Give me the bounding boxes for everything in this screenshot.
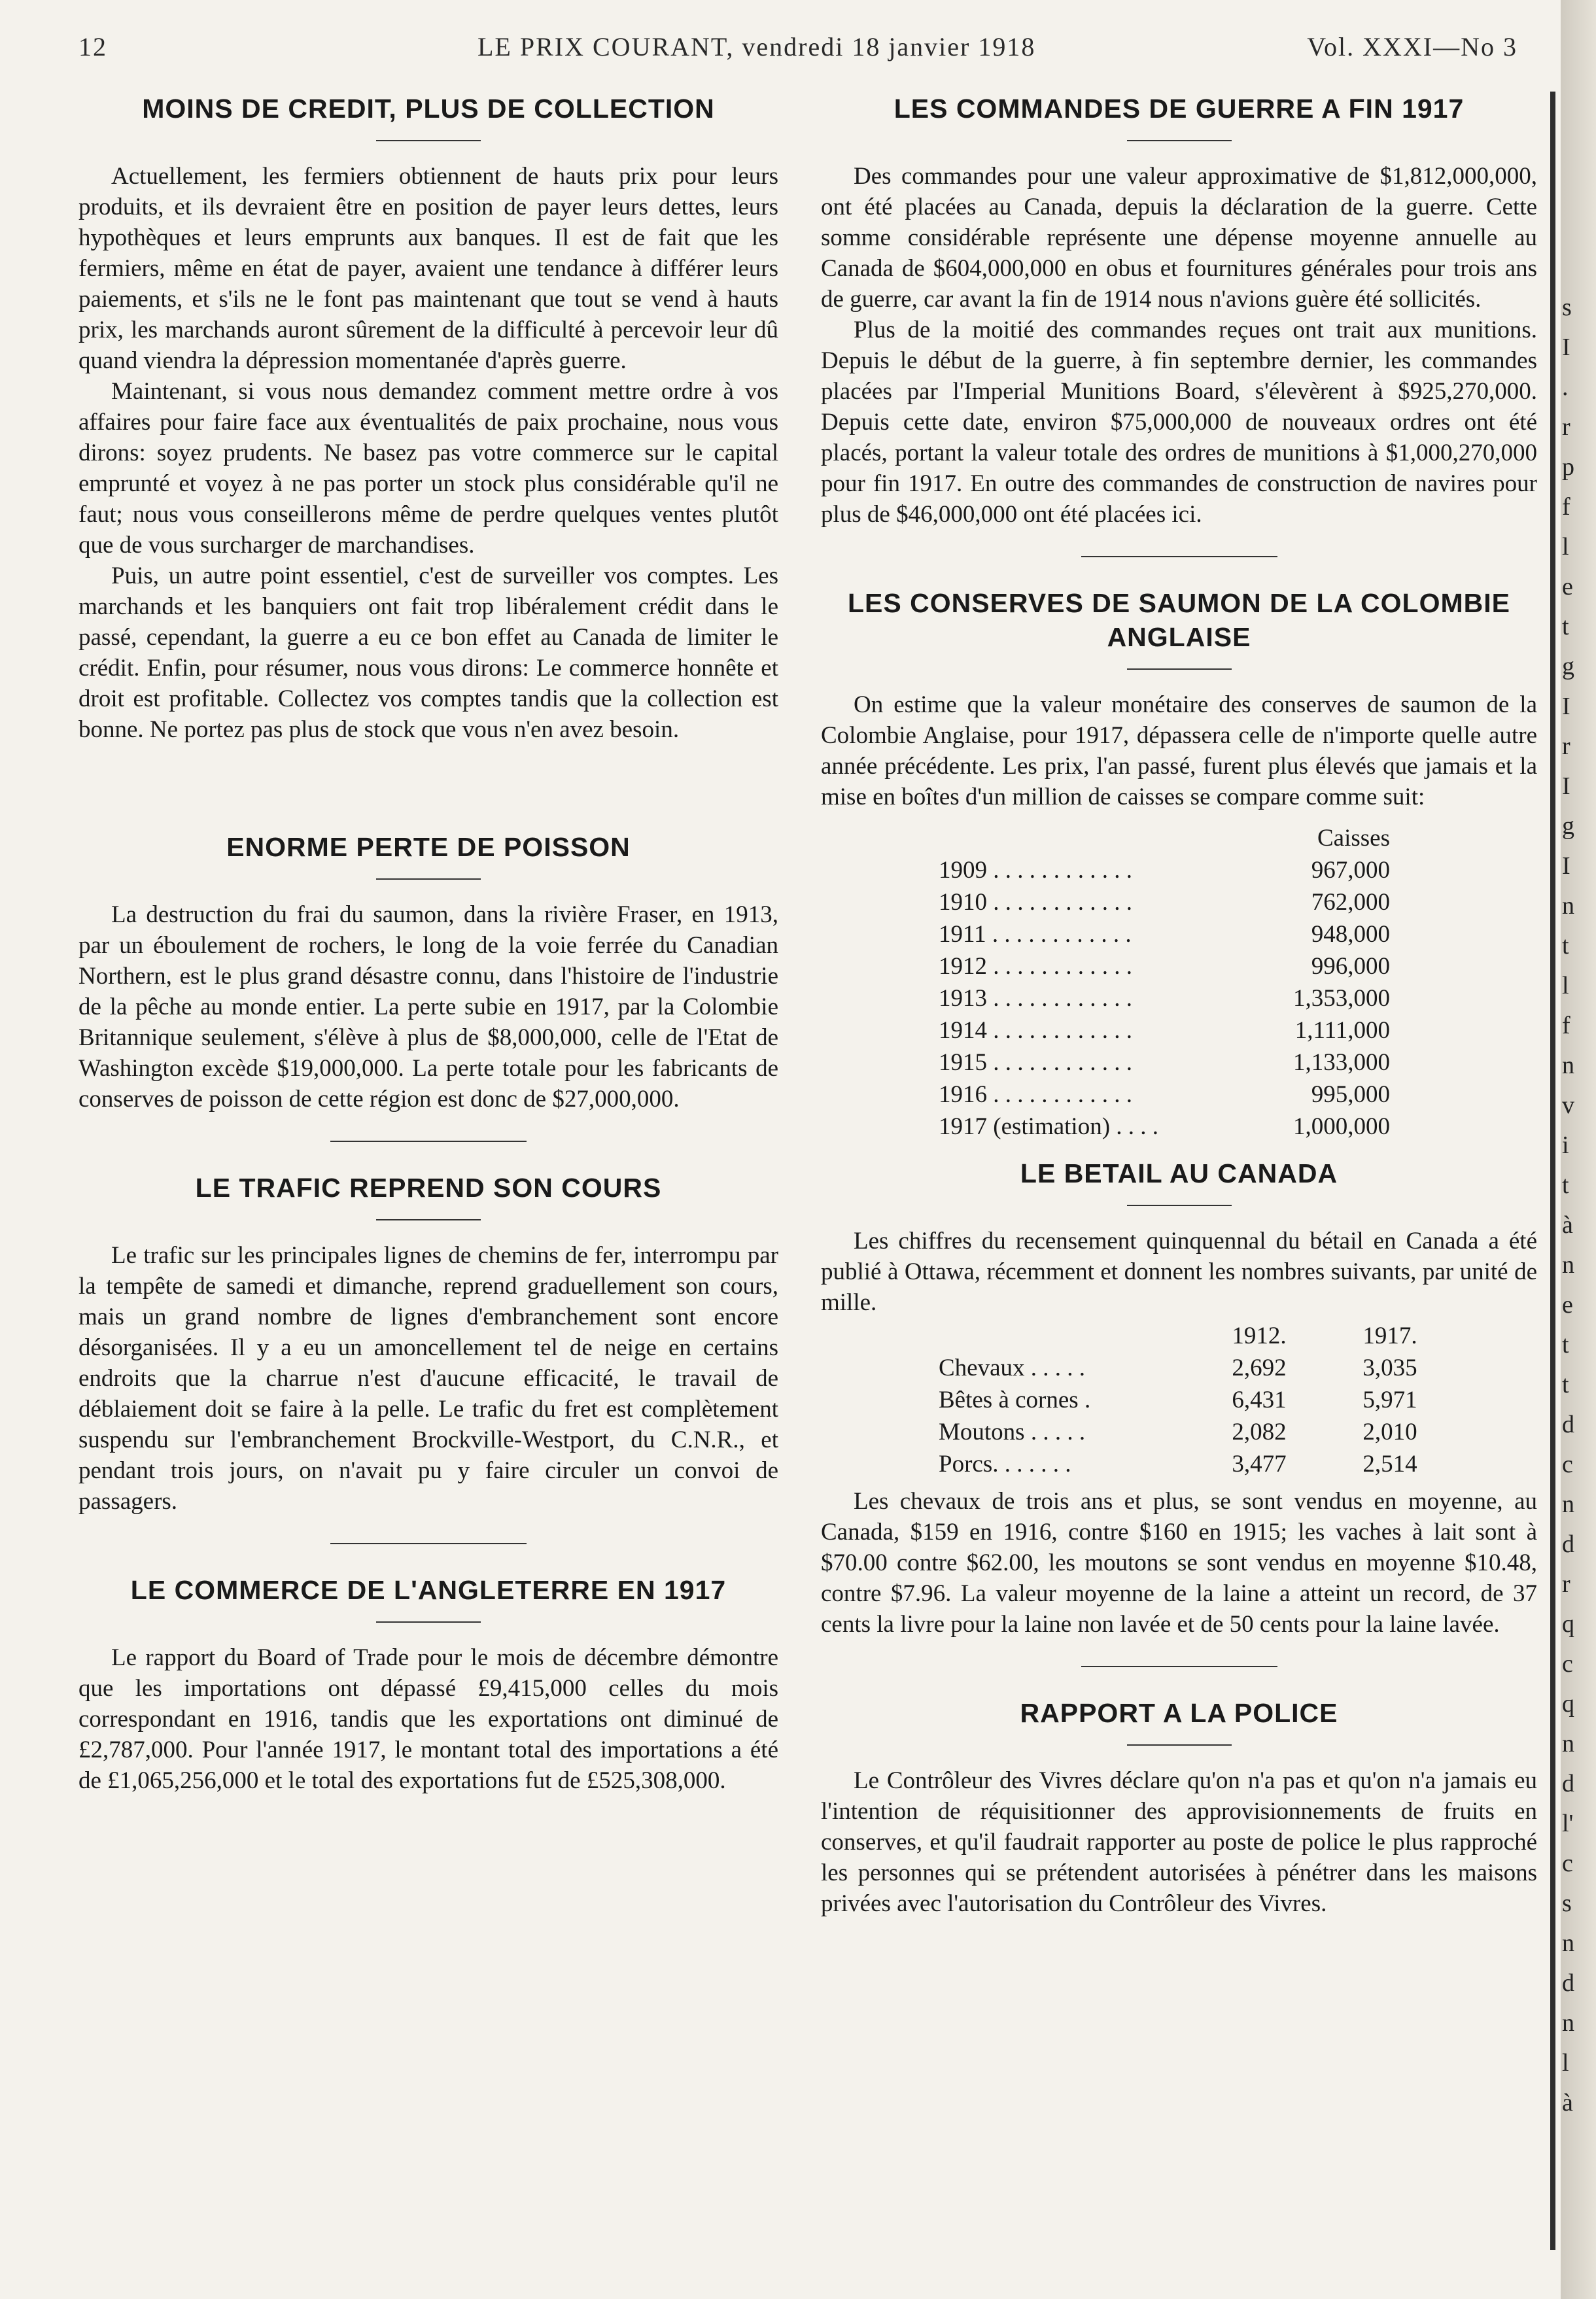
edge-glyph: n (1562, 2009, 1574, 2037)
volume-number: Vol. XXXI—No 3 (1307, 32, 1518, 61)
title-rule (376, 140, 481, 141)
table-row (939, 951, 1390, 983)
title-rule (376, 878, 481, 880)
table-cell: 1913 . . . . . . . . . . . . (939, 985, 1132, 1012)
gutter-shadow (1550, 92, 1555, 2250)
edge-glyph: t (1562, 1331, 1569, 1358)
table-cell: Porcs. . . . . . . (939, 1451, 1071, 1478)
table-cell: 3,035 (1362, 1355, 1417, 1381)
edge-glyph: I (1562, 852, 1570, 880)
table-cell: 995,000 (1311, 1081, 1390, 1108)
paragraph: Plus de la moitié des commandes reçues ont trait aux munitions. Depuis le début de la guerre, à fin septembre dernier, les commandes placées par l'Imperial Munitions Board, s'élevèrent à $925,270,000. Depuis cette date, environ $75,000,000 de nouveaux ordres ont été placés, portant la valeur totale des ordres de munitions à $1,000,270,000 pour fin 1917. En outre des commandes de construction de navires pour plus de $46,000,000 ont été placées ici. (821, 317, 1537, 528)
table-row (939, 855, 1390, 887)
table-cell: 1911 . . . . . . . . . . . . (939, 921, 1132, 948)
article-title: RAPPORT A LA POLICE (1020, 1698, 1338, 1728)
table-cell: 2,082 (1232, 1419, 1287, 1445)
table-row (939, 1417, 1442, 1449)
table-row (939, 919, 1390, 951)
edge-glyph: l (1562, 533, 1569, 561)
table-cell: 1,353,000 (1293, 985, 1390, 1012)
edge-glyph: l' (1562, 1810, 1574, 1837)
edge-glyph: n (1562, 892, 1574, 920)
title-rule (1127, 668, 1232, 670)
article-title: LES CONSERVES DE SAUMON DE LA COLOMBIE ANGLAISE (848, 588, 1510, 652)
table-row (939, 1449, 1442, 1481)
article-title: LE BETAIL AU CANADA (1020, 1158, 1338, 1188)
article-title: LE COMMERCE DE L'ANGLETERRE EN 1917 (130, 1575, 727, 1605)
paragraph: Le rapport du Board of Trade pour le mois de décembre démontre que les importations ont dépassé £9,415,000 celles du mois correspondant en 1916, tandis que les exportations ont diminué de £2,787,000. Pour l'année 1917, le montant total des importations a été de £1,065,256,000 et le total des exportations fut de £525,308,000. (78, 1644, 778, 1794)
table-header: 1912. (1232, 1322, 1287, 1349)
title-rule (376, 1621, 481, 1623)
edge-glyph: n (1562, 1730, 1574, 1757)
edge-glyph: f (1562, 493, 1570, 521)
adjacent-page-letters (1562, 288, 1588, 2123)
edge-glyph: t (1562, 1171, 1569, 1199)
table-cell: 1909 . . . . . . . . . . . . (939, 857, 1132, 884)
edge-glyph: c (1562, 1850, 1573, 1877)
edge-glyph: s (1562, 294, 1572, 321)
article-poisson (78, 830, 778, 1115)
paragraph: Le trafic sur les principales lignes de chemins de fer, interrompu par la tempête de samedi et dimanche, reprend graduellement son cours, mais un grand nombre de lignes d'embranchement sont encore désorganisées. Il y a eu un amoncellement tel de neige en certains endroits que la charrue n'est d'aucune efficacité, le travail de déblaiement doit se faire à la pelle. Le trafic du fret est complètement suspendu sur l'embranchement Brockville-Westport, du C.N.R., et pendant trois jours, on n'avait pu y faire circuler un convoi de passagers. (78, 1242, 778, 1515)
table-cell: 1914 . . . . . . . . . . . . (939, 1017, 1132, 1044)
table-cell: 967,000 (1311, 857, 1390, 884)
paragraph: La destruction du frai du saumon, dans la rivière Fraser, en 1913, par un éboulement de rochers, le long de la voie ferrée du Canadian Northern, est le plus grand désastre connu, dans l'histoire de l'industrie de la pêche au monde entier. La perte subie en 1917, par la Colombie Britannique seulement, s'élève à plus de $8,000,000, celle de l'Etat de Washington excède $19,000,000. La perte totale pour les fabricants de conserves de poisson de cette région est donc de $27,000,000. (78, 901, 778, 1113)
left-column (78, 92, 778, 1796)
edge-glyph: q (1562, 1690, 1574, 1718)
page-header (78, 26, 1518, 65)
article-separator (330, 1543, 527, 1544)
article-betail (821, 1156, 1537, 1640)
paragraph: On estime que la valeur monétaire des conserves de saumon de la Colombie Anglaise, pour 1917, dépassera celle de n'importe quelle autre année précédente. Les prix, l'an passé, furent plus élevés que jamais et la mise en boîtes d'un million de caisses se compare comme suit: (821, 691, 1537, 810)
paragraph: Puis, un autre point essentiel, c'est de surveiller vos comptes. Les marchands et les banquiers ont fait trop libéralement crédit dans le passé, cependant, la guerre a eu ce bon effet au Canada de limiter le crédit. Enfin, pour résumer, nous vous dirons: Le commerce honnête et droit est profitable. Collectez vos comptes tandis que la collection est bonne. Ne portez pas plus de stock que vous n'en avez besoin. (78, 562, 778, 743)
edge-glyph: l (1562, 2049, 1569, 2077)
article-title: LES COMMANDES DE GUERRE A FIN 1917 (893, 94, 1465, 124)
paragraph: Actuellement, les fermiers obtiennent de hauts prix pour leurs produits, et ils devraient être en position de payer leurs dettes, leurs hypothèques et leurs emprunts aux banques. Il est de fait que les fermiers, même en état de payer, avaient une tendance à différer leurs paiements, et s'ils ne le font pas maintenant que tout se vend à hauts prix, les marchands auront sûrement de la difficulté à percevoir leur dû quand viendra la dépression momentanée d'après guerre. (78, 163, 778, 374)
title-rule (1127, 1205, 1232, 1206)
paragraph: Le Contrôleur des Vivres déclare qu'on n'a pas et qu'on n'a jamais eu l'intention de réquisitionner des approvisionnements de fruits en conserves, et qu'il faudrait rapporter au poste de police le plus rapproché les personnes qui se prétendent autorisées à pénétrer dans les maisons privées avec l'autorisation du Contrôleur des Vivres. (821, 1767, 1537, 1917)
masthead: LE PRIX COURANT, vendredi 18 janvier 1918 (477, 32, 1036, 61)
edge-glyph: f (1562, 1012, 1570, 1039)
table-cell: 2,010 (1362, 1419, 1417, 1445)
edge-glyph: r (1562, 413, 1570, 441)
paragraph: Maintenant, si vous nous demandez comment mettre ordre à vos affaires pour faire face aux éventualités de paix prochaine, nous vous dirons: soyez prudents. Ne basez pas votre commerce sur le capital emprunté et voyez à ne pas porter un stock plus considérable qu'il ne faut; nous vous conseillerons même de perdre quelques ventes plutôt que de vous surcharger de marchandises. (78, 378, 778, 559)
edge-glyph: I (1562, 772, 1570, 800)
table-cell: 2,692 (1232, 1355, 1287, 1381)
table-row (939, 1015, 1390, 1047)
salmon-table (939, 823, 1390, 1143)
article-angleterre (78, 1573, 778, 1796)
table-cell: 5,971 (1362, 1387, 1417, 1413)
article-title: MOINS DE CREDIT, PLUS DE COLLECTION (142, 94, 715, 124)
edge-glyph: d (1562, 1770, 1574, 1797)
edge-glyph: r (1562, 733, 1570, 760)
title-rule (1127, 1744, 1232, 1746)
edge-glyph: n (1562, 1251, 1574, 1279)
article-guerre (821, 92, 1537, 530)
table-row (939, 1047, 1390, 1079)
table-header: Caisses (1317, 825, 1390, 852)
table-cell: 762,000 (1311, 889, 1390, 916)
edge-glyph: g (1562, 812, 1574, 840)
article-separator (1081, 1666, 1277, 1667)
edge-glyph: . (1562, 373, 1569, 401)
article-separator (1081, 556, 1277, 557)
edge-glyph: q (1562, 1610, 1574, 1638)
table-row (939, 1353, 1442, 1385)
table-cell: 1,000,000 (1293, 1113, 1390, 1140)
table-cell: 6,431 (1232, 1387, 1287, 1413)
paragraph: Les chiffres du recensement quinquennal du bétail en Canada a été publié à Ottawa, récemment et donnent les nombres suivants, par unité de mille. (821, 1228, 1537, 1316)
edge-glyph: e (1562, 573, 1573, 600)
edge-glyph: I (1562, 693, 1570, 720)
edge-glyph: v (1562, 1092, 1574, 1119)
table-row (939, 1079, 1390, 1111)
table-header: 1917. (1362, 1322, 1417, 1349)
table-row (939, 983, 1390, 1015)
table-cell: 1,133,000 (1293, 1049, 1390, 1076)
edge-glyph: n (1562, 1929, 1574, 1957)
page-number: 12 (78, 32, 107, 61)
table-cell: 1916 . . . . . . . . . . . . (939, 1081, 1132, 1108)
article-trafic (78, 1171, 778, 1517)
edge-glyph: t (1562, 613, 1569, 640)
article-saumon (821, 586, 1537, 1143)
title-rule (1127, 140, 1232, 141)
edge-glyph: à (1562, 1211, 1573, 1239)
table-cell: Chevaux . . . . . (939, 1355, 1086, 1381)
edge-glyph: d (1562, 1969, 1574, 1997)
edge-glyph: g (1562, 653, 1574, 680)
article-title: ENORME PERTE DE POISSON (226, 832, 631, 862)
table-cell: 2,514 (1362, 1451, 1417, 1478)
article-credit (78, 92, 778, 745)
table-cell: 996,000 (1311, 953, 1390, 980)
edge-glyph: p (1562, 453, 1574, 481)
article-separator (330, 1141, 527, 1142)
edge-glyph: à (1562, 2089, 1573, 2117)
title-rule (376, 1219, 481, 1220)
table-cell: 1917 (estimation) . . . . (939, 1113, 1159, 1140)
edge-glyph: c (1562, 1451, 1573, 1478)
table-row (939, 887, 1390, 919)
table-cell: Bêtes à cornes . (939, 1387, 1091, 1413)
edge-glyph: c (1562, 1650, 1573, 1678)
table-cell: 1912 . . . . . . . . . . . . (939, 953, 1132, 980)
edge-glyph: d (1562, 1530, 1574, 1558)
paragraph: Des commandes pour une valeur approximative de $1,812,000,000, ont été placées au Canada, depuis la déclaration de la guerre. Cette somme considérable représente une dépense moyenne annuelle au Canada de $604,000,000 en obus et fournitures générales pour trois ans de guerre, car avant la fin de 1914 nous n'avions guère été sollicités. (821, 163, 1537, 313)
edge-glyph: n (1562, 1052, 1574, 1079)
cattle-table (939, 1321, 1442, 1481)
edge-glyph: l (1562, 972, 1569, 999)
paragraph: Les chevaux de trois ans et plus, se sont vendus en moyenne, au Canada, $159 en 1916, contre $160 en 1915; les vaches à lait sont à $70.00 contre $62.00, les moutons se sont vendus en moyenne $10.48, contre $7.96. La valeur moyenne de la laine a atteint un record, de 37 cents la livre pour la laine non lavée et de 50 cents pour la laine lavée. (821, 1488, 1537, 1638)
right-column (821, 92, 1537, 1919)
edge-glyph: I (1562, 334, 1570, 361)
table-cell: 1915 . . . . . . . . . . . . (939, 1049, 1132, 1076)
edge-glyph: r (1562, 1570, 1570, 1598)
edge-glyph: s (1562, 1890, 1572, 1917)
table-cell: 1,111,000 (1294, 1017, 1390, 1044)
article-police (821, 1696, 1537, 1919)
table-cell: 948,000 (1311, 921, 1390, 948)
table-row (939, 1111, 1390, 1143)
edge-glyph: t (1562, 1371, 1569, 1398)
edge-glyph: d (1562, 1411, 1574, 1438)
table-row (939, 1385, 1442, 1417)
article-title: LE TRAFIC REPREND SON COURS (195, 1173, 662, 1203)
edge-glyph: i (1562, 1132, 1569, 1159)
table-cell: 3,477 (1232, 1451, 1287, 1478)
edge-glyph: t (1562, 932, 1569, 959)
edge-glyph: n (1562, 1491, 1574, 1518)
table-cell: 1910 . . . . . . . . . . . . (939, 889, 1132, 916)
edge-glyph: e (1562, 1291, 1573, 1319)
table-cell: Moutons . . . . . (939, 1419, 1086, 1445)
